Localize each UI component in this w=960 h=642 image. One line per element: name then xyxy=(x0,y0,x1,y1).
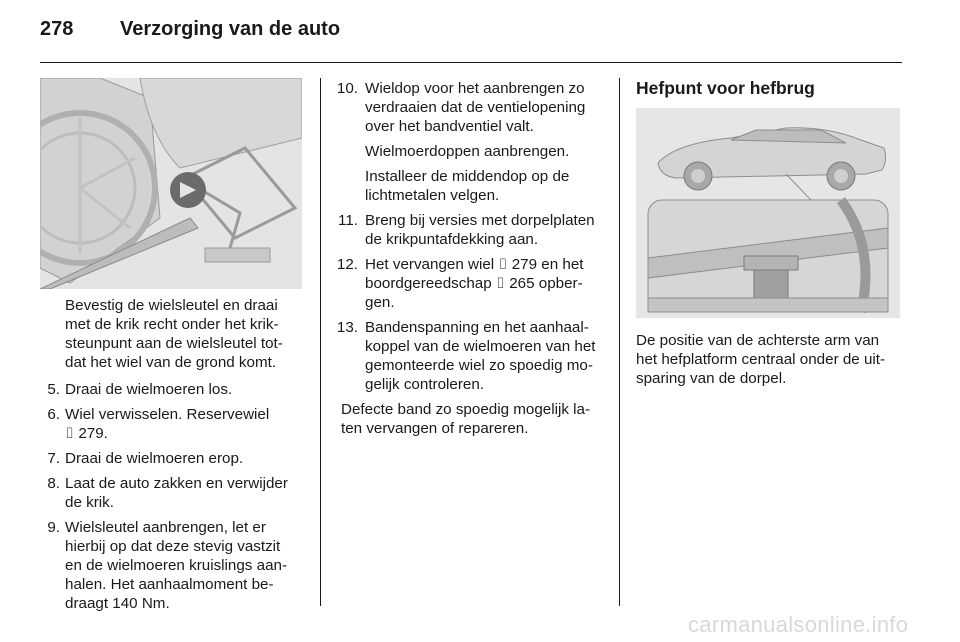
list-item xyxy=(40,474,308,512)
closing-paragraph xyxy=(330,400,606,438)
lift-paragraph xyxy=(636,331,906,388)
item-number: 10. xyxy=(336,80,358,97)
column-divider-1 xyxy=(320,78,321,606)
text-line: halen. Het aanhaalmoment be- xyxy=(65,576,274,593)
list-item xyxy=(40,405,308,443)
text-line: de krik. xyxy=(65,494,114,511)
text-line: met de krik recht onder het krik- xyxy=(65,316,279,333)
item-number: 13. xyxy=(336,319,358,336)
text-line: sparing van de dorpel. xyxy=(636,370,787,387)
text-line: Wieldop voor het aanbrengen zo xyxy=(365,80,585,97)
text-line: gen. xyxy=(365,294,395,311)
right-column-text xyxy=(636,331,906,388)
page-title: Verzorging van de auto xyxy=(120,18,341,40)
text-line: gelijk controleren. xyxy=(365,376,485,393)
text-line: gemonteerde wiel zo spoedig mo- xyxy=(365,357,593,374)
middle-column xyxy=(330,79,606,438)
left-column xyxy=(40,296,308,613)
item-number: 9. xyxy=(47,519,60,536)
lift-drawing xyxy=(636,108,900,318)
list-item xyxy=(40,449,308,468)
item-number: 12. xyxy=(336,256,358,273)
text-line: Wielsleutel aanbrengen, let er xyxy=(65,519,266,536)
text-line: over het bandventiel valt. xyxy=(365,118,534,135)
item-number: 11. xyxy=(338,212,358,229)
text-line: dat het wiel van de grond komt. xyxy=(65,354,277,371)
jack-drawing xyxy=(40,78,302,289)
list-item xyxy=(330,79,606,136)
text-line: verdraaien dat de ventielopening xyxy=(365,99,586,116)
text-line: Installeer de middendop op de xyxy=(365,168,570,185)
list-item xyxy=(330,142,606,161)
section-heading: Hefpunt voor hefbrug xyxy=(636,78,815,98)
text-line: de krikpuntafdekking aan. xyxy=(365,231,539,248)
text-line: Draai de wielmoeren erop. xyxy=(65,450,244,467)
list-item xyxy=(330,318,606,394)
column-divider-2 xyxy=(619,78,620,606)
text-line: draagt 140 Nm. xyxy=(65,595,170,612)
list-item xyxy=(330,167,606,205)
list-item xyxy=(330,211,606,249)
jack-illustration xyxy=(40,78,302,289)
intro-paragraph xyxy=(40,296,308,372)
right-column xyxy=(636,79,906,98)
item-number: 8. xyxy=(47,475,60,492)
header-rule xyxy=(40,62,902,63)
list-item xyxy=(330,255,606,312)
text-line: Bevestig de wielsleutel en draai xyxy=(65,297,278,314)
page-header xyxy=(40,18,340,41)
item-number: 6. xyxy=(47,406,60,423)
text-line: het hefplatform centraal onder de uit- xyxy=(636,351,886,368)
cross-reference[interactable]: Het vervangen wiel ⌷ 279 en het xyxy=(365,256,584,273)
watermark: carmanualsonline.info xyxy=(688,612,909,637)
page-number: 278 xyxy=(40,18,74,40)
list-item xyxy=(40,380,308,399)
text-line: Wiel verwisselen. Reservewiel xyxy=(65,406,270,423)
text-line: Breng bij versies met dorpelplaten xyxy=(365,212,595,229)
text-line: Draai de wielmoeren los. xyxy=(65,381,233,398)
item-number: 5. xyxy=(47,381,60,398)
list-item xyxy=(40,518,308,613)
text-line: lichtmetalen velgen. xyxy=(365,187,500,204)
text-line: Bandenspanning en het aanhaal- xyxy=(365,319,589,336)
lift-point-illustration xyxy=(636,108,900,318)
text-line: Wielmoerdoppen aanbrengen. xyxy=(365,143,570,160)
text-line: De positie van de achterste arm van xyxy=(636,332,880,349)
text-line: Defecte band zo spoedig mogelijk la- xyxy=(341,401,591,418)
text-line: hierbij op dat deze stevig vastzit xyxy=(65,538,281,555)
text-line: steunpunt aan de wielsleutel tot- xyxy=(65,335,283,352)
text-line: en de wielmoeren kruislings aan- xyxy=(65,557,288,574)
item-number xyxy=(330,167,358,205)
text-line: koppel van de wielmoeren van het xyxy=(365,338,596,355)
item-number xyxy=(330,142,358,161)
text-line: ten vervangen of repareren. xyxy=(341,420,529,437)
text-line: Laat de auto zakken en verwijder xyxy=(65,475,288,492)
cross-reference[interactable]: ⌷ 279. xyxy=(65,425,108,442)
cross-reference[interactable]: boordgereedschap ⌷ 265 opber- xyxy=(365,275,583,292)
item-number: 7. xyxy=(47,450,60,467)
